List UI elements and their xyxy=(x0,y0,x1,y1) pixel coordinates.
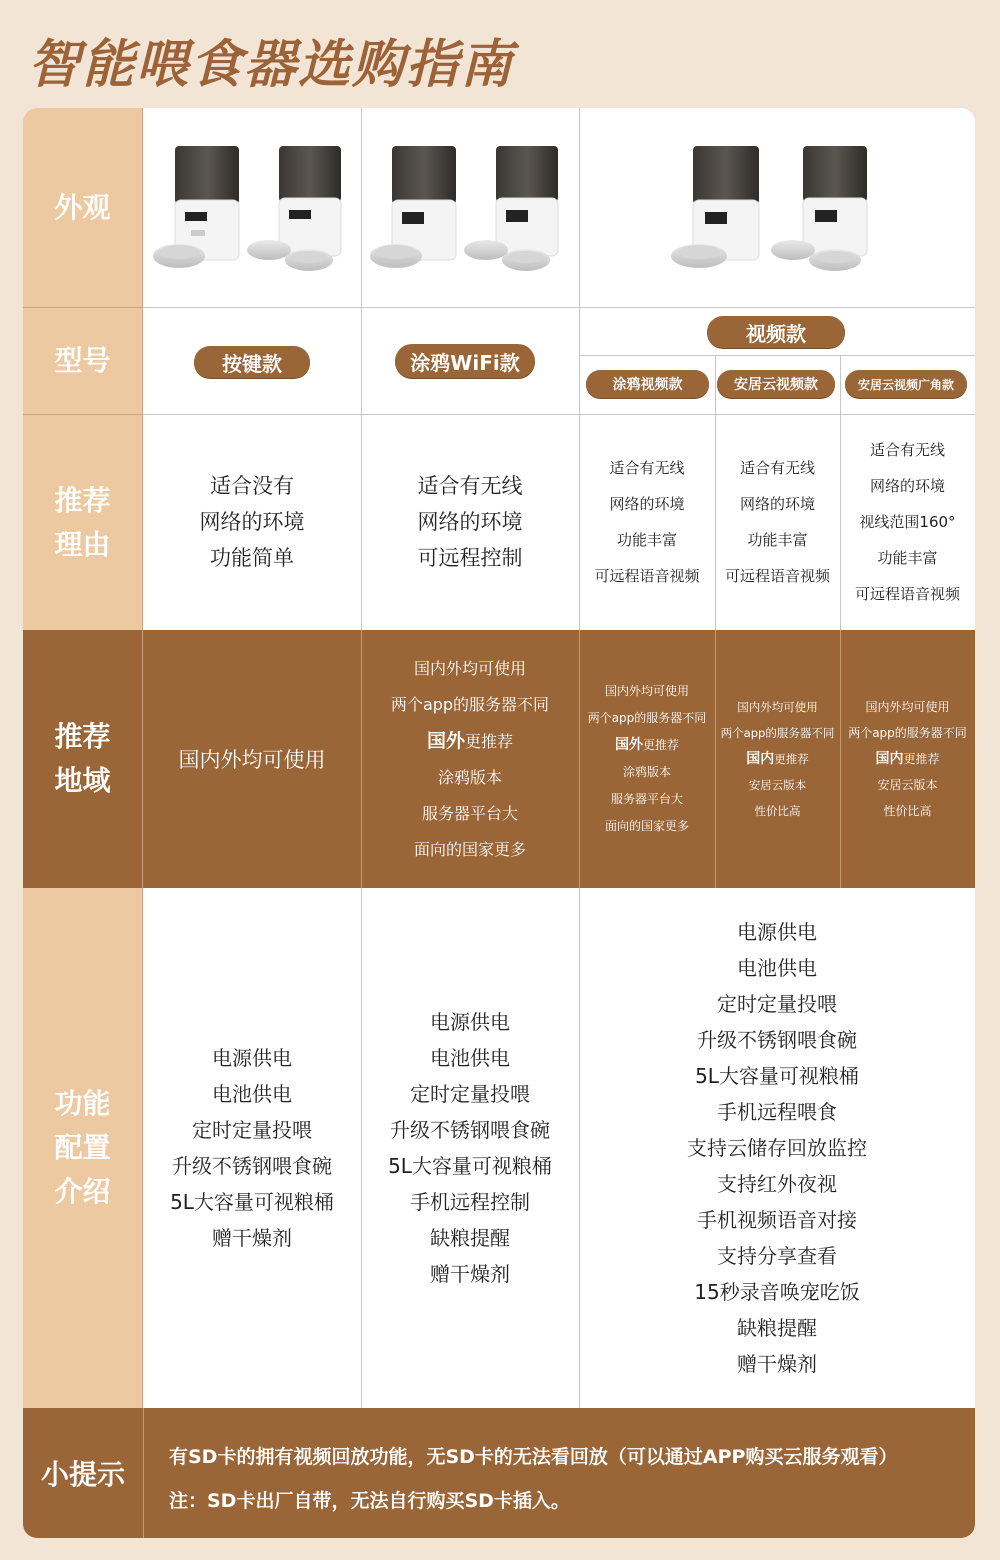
region-tuya-wifi: 国内外均可使用 两个app的服务器不同 国外更推荐 涂鸦版本 服务器平台大 面向的国家更多 xyxy=(390,658,550,859)
model-button-pill: 按键款 xyxy=(194,346,310,378)
row-label-features-l3: 介绍 xyxy=(54,1175,111,1208)
product-image-tuya-wifi xyxy=(368,138,573,288)
row-label-region xyxy=(23,630,143,888)
model-video-pill: 视频款 xyxy=(707,316,845,348)
row-label-reason-l2: 理由 xyxy=(54,527,111,561)
row-label-appearance: 外观 xyxy=(23,108,143,307)
tip-line-2: 注：SD卡出厂自带，无法自行购买SD卡插入。 xyxy=(169,1490,570,1512)
model-tuya-wifi-pill: 涂鸦WiFi款 xyxy=(395,344,535,378)
reason-anjuyun-wide: 适合有无线 网络的环境 视线范围160° 功能丰富 可远程语音视频 xyxy=(854,441,960,603)
page-title: 智能喂食器选购指南 xyxy=(28,35,515,95)
reason-tuya-video: 适合有无线 网络的环境 功能丰富 可远程语音视频 xyxy=(594,459,700,585)
tips-label: 小提示 xyxy=(23,1408,144,1538)
row-label-reason xyxy=(23,414,143,630)
tip-line-1: 有SD卡的拥有视频回放功能，无SD卡的无法看回放（可以通过APP购买云服务观看） xyxy=(169,1446,898,1468)
product-image-button xyxy=(151,138,356,288)
reason-button: 适合没有 网络的环境 功能简单 xyxy=(199,474,305,570)
reason-tuya-wifi: 适合有无线 网络的环境 可远程控制 xyxy=(417,474,523,570)
product-image-video xyxy=(663,138,888,288)
comparison-table xyxy=(23,108,975,1538)
row-label-features xyxy=(23,888,143,1408)
row-label-region-l1: 推荐 xyxy=(54,720,111,753)
row-label-reason-l1: 推荐 xyxy=(54,483,111,517)
reason-anjuyun-video: 适合有无线 网络的环境 功能丰富 可远程语音视频 xyxy=(724,459,830,585)
region-button: 国内外均可使用 xyxy=(178,748,326,772)
row-label-region-l2: 地域 xyxy=(54,764,111,797)
row-label-model: 型号 xyxy=(23,307,143,414)
region-tuya-video: 国内外均可使用 两个app的服务器不同 国外更推荐 涂鸦版本 服务器平台大 面向的国家更多 xyxy=(587,684,707,833)
row-label-features-l1: 功能 xyxy=(54,1087,111,1120)
model-tuya-video-pill: 涂鸦视频款 xyxy=(586,370,709,398)
features-video: 电源供电 电池供电 定时定量投喂 升级不锈钢喂食碗 5L大容量可视粮桶 手机远程喂食 支持云储存回放监控 支持红外夜视 手机视频语音对接 支持分享查看 15秒录音唤宠吃饭 缺粮提醒 赠干燥剂 xyxy=(687,920,867,1376)
region-anjuyun-video: 国内外均可使用 两个app的服务器不同 国内更推荐 安居云版本 性价比高 xyxy=(720,700,835,818)
features-tuya-wifi: 电源供电 电池供电 定时定量投喂 升级不锈钢喂食碗 5L大容量可视粮桶 手机远程控制 缺粮提醒 赠干燥剂 xyxy=(388,1010,552,1286)
row-label-features-l2: 配置 xyxy=(54,1131,111,1164)
region-anjuyun-wide: 国内外均可使用 两个app的服务器不同 国内更推荐 安居云版本 性价比高 xyxy=(848,700,967,818)
features-button: 电源供电 电池供电 定时定量投喂 升级不锈钢喂食碗 5L大容量可视粮桶 赠干燥剂 xyxy=(170,1046,334,1250)
tips-section xyxy=(23,1408,975,1538)
model-anjuyun-wide-pill: 安居云视频广角款 xyxy=(845,370,967,398)
model-anjuyun-video-pill: 安居云视频款 xyxy=(717,370,835,398)
